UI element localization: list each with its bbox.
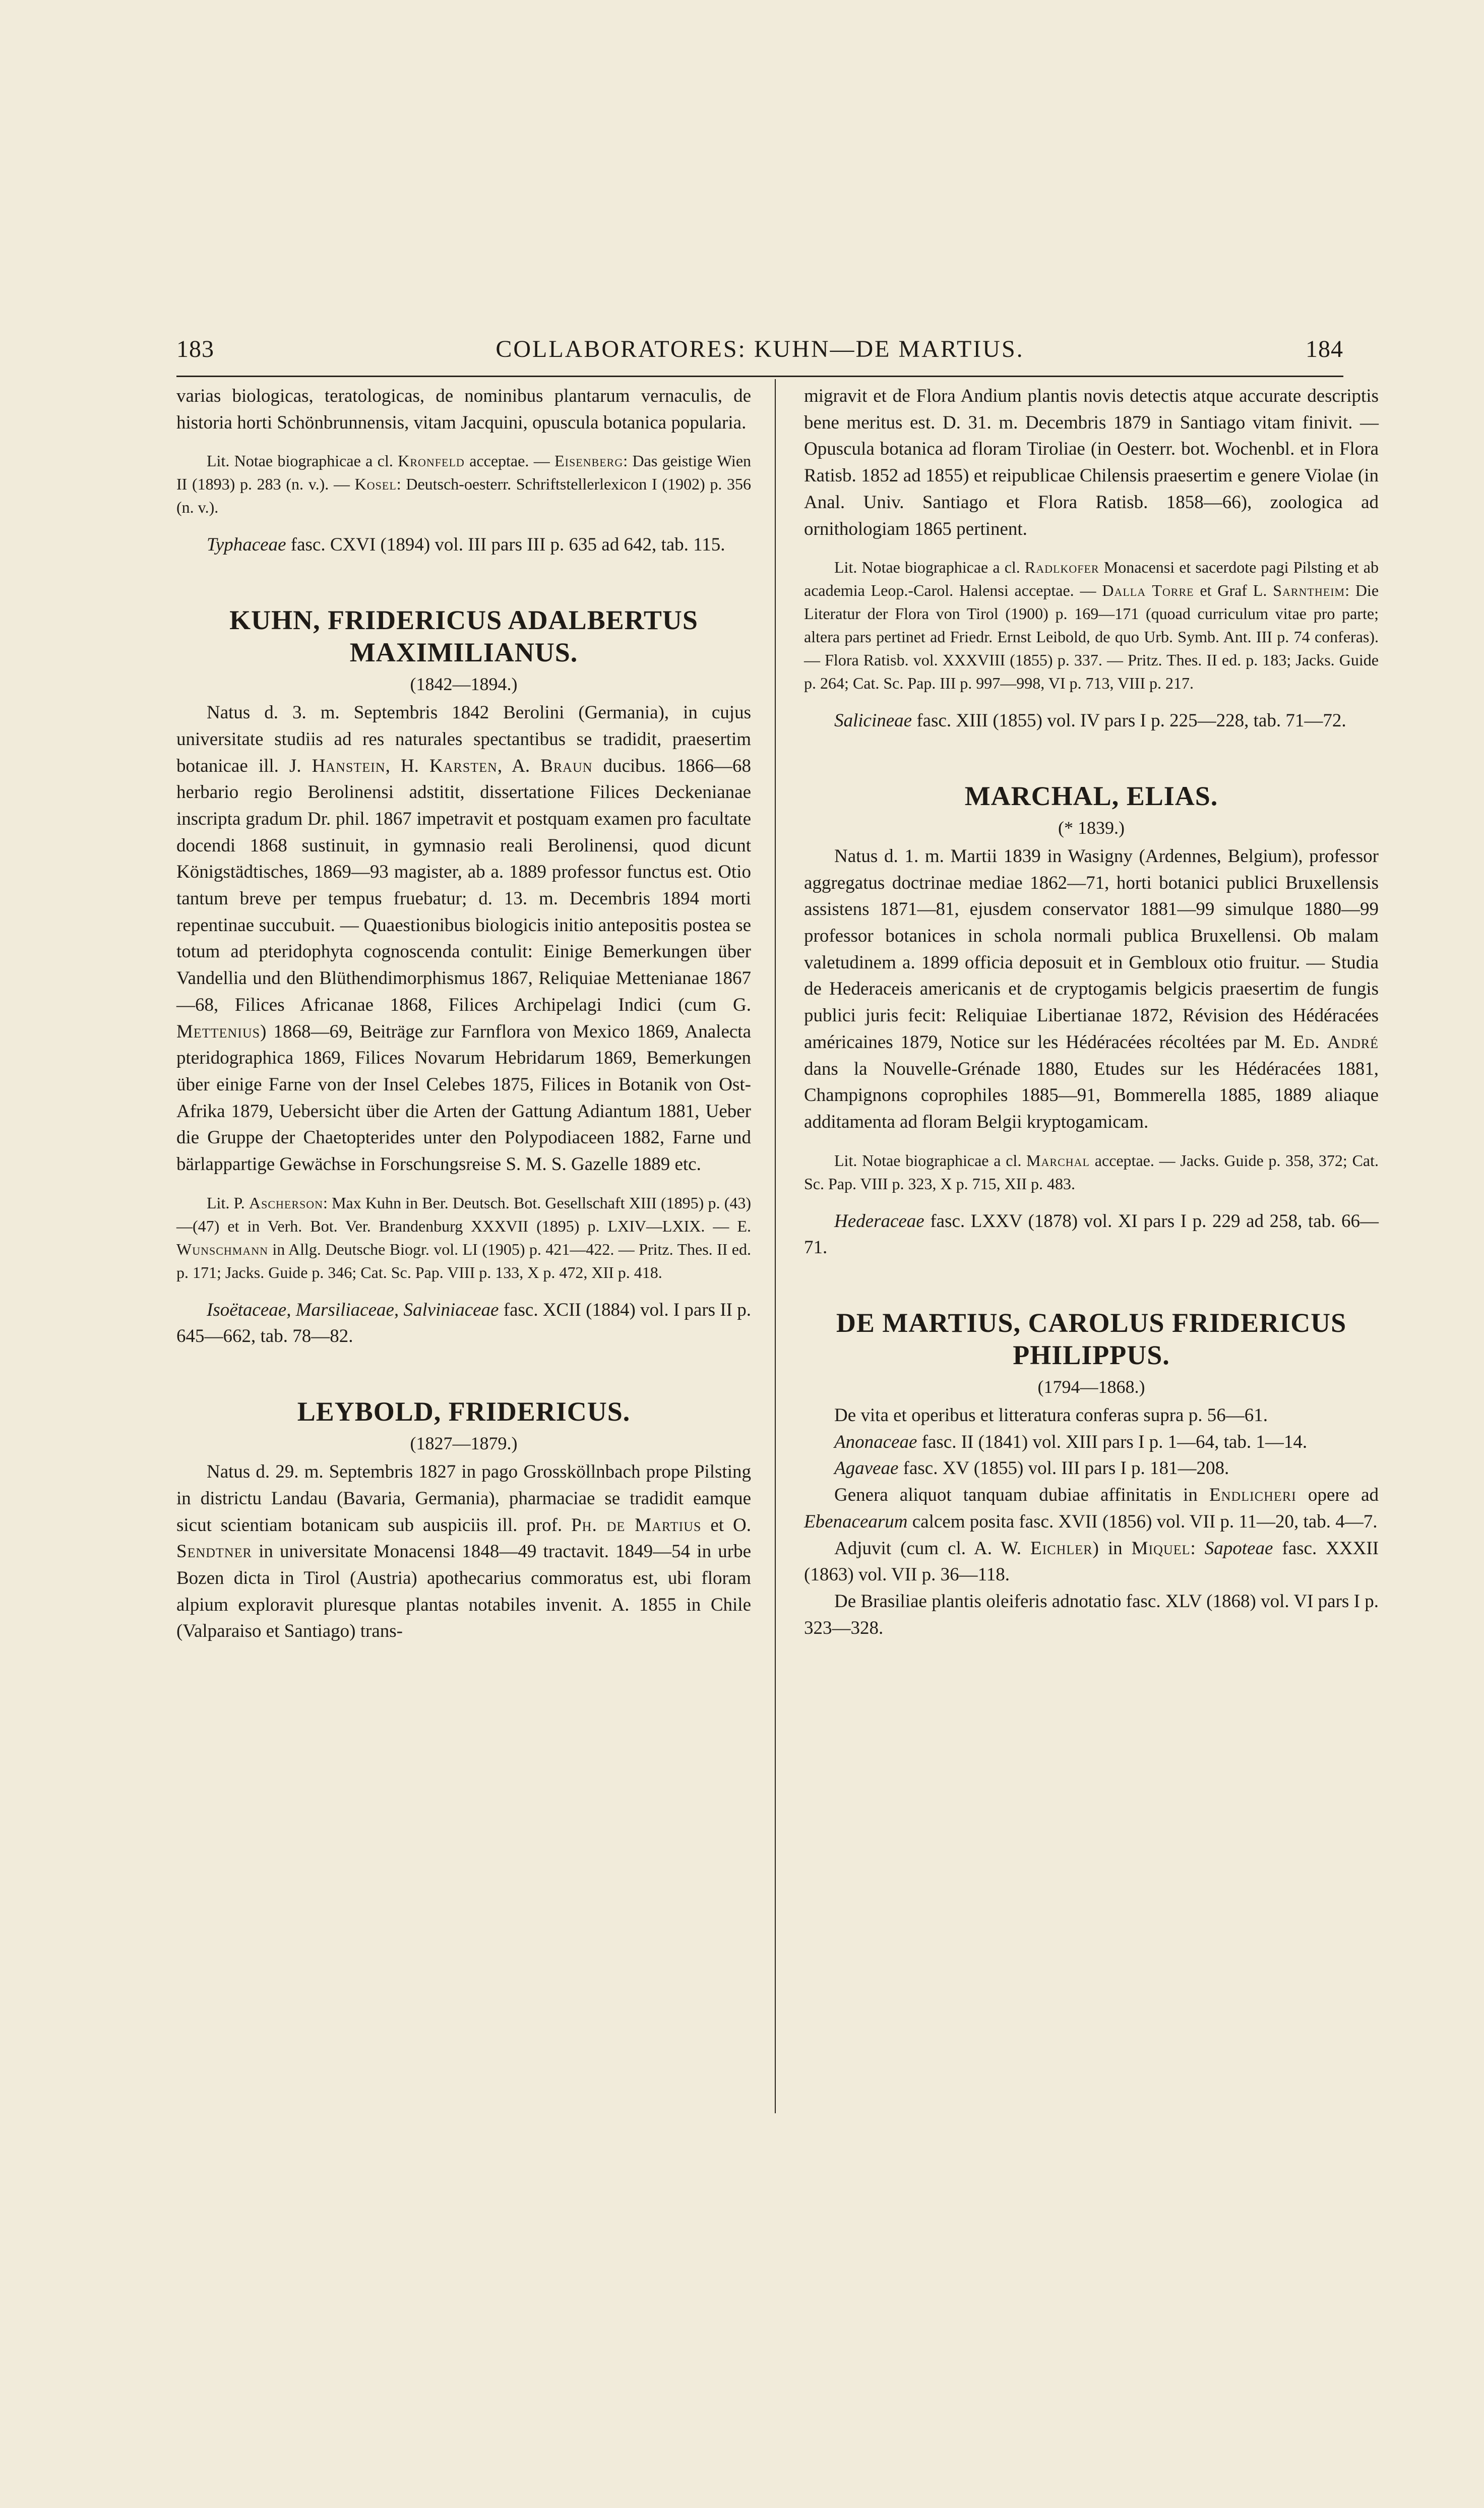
running-title: COLLABORATORES: KUHN—DE MARTIUS. <box>496 336 1024 362</box>
flora-contribution-kuhn: Isoëtaceae, Marsiliaceae, Salviniaceae fasc. XCII (1884) vol. I pars II p. 645—662, tab. 78—82. <box>176 1299 751 1347</box>
entry-de-martius-1: De vita et operibus et litteratura conferas supra p. 56—61. <box>834 1405 1268 1426</box>
right-column <box>804 383 1379 1641</box>
dates-kuhn: (1842—1894.) <box>410 674 518 695</box>
header-rule <box>176 376 1343 377</box>
heading-de-martius: DE MARTIUS, CAROLUS FRIDERICUS PHILIPPUS. <box>836 1308 1347 1371</box>
flora-contribution: Typhaceae fasc. CXVI (1894) vol. III pars III p. 635 ad 642, tab. 115. <box>207 534 725 556</box>
dates-marchal: (* 1839.) <box>1058 817 1125 838</box>
literature-marchal: Lit. Notae biographicae a cl. Marchal acceptae. — Jacks. Guide p. 358, 372; Cat. Sc. Pap. VIII p. 323, X p. 715, XII p. 483. <box>804 1151 1379 1193</box>
entry-de-martius-6: De Brasiliae plantis oleiferis adnotatio fasc. XLV (1868) vol. VI pars I p. 323—328. <box>804 1591 1379 1638</box>
page-number-right: 184 <box>1306 336 1343 362</box>
page-number-left: 183 <box>176 336 214 362</box>
running-header <box>176 335 1343 381</box>
bio-kuhn: Natus d. 3. m. Septembris 1842 Berolini (Germania), in cujus universitate studiis ad res naturales spectantibus se tradidit, praesertim botanicae ill. J. Hanstein, H. Karsten, A. Braun ducibus. 1866—68 herbario regio Berolinensi adstitit, dissertatione Filices Deckenianae inscripta gradum Dr. phil. 1867 impetravit et postquam examen pro facultate docendi 1868 sustinuit, in gymnasio reali Berolinensi, quod dicunt Königstädtisches, 1869—93 magister, ab a. 1889 professor functus est. Otio tantum breve per tempus fruebatur; d. 13. m. Decembris 1894 morti repentinae succubuit. — Quaestionibus biologicis initio antepositis postea se totum ad pteridophyta cognoscenda contulit: Einige Bemerkungen über Vandellia und den Blüthendimorphismus 1867, Reliquiae Mettenianae 1867—68, Filices Africanae 1868, Filices Archipelagi Indici (cum G. Mettenius) 1868—69, Beiträge zur Farnflora von Mexico 1869, Analecta pteridographica 1869, Filices Novarum Hebridarum 1869, Bemerkungen über einige Farne von der Insel Celebes 1875, Filices in Botanik von Ost-Afrika 1879, Uebersicht über die Arten der Gattung Adiantum 1881, Ueber die Gruppe der Chaetopterides unter den Polypodiaceen 1882, Farne und bärlappartige Gewächse in Forschungsreise S. M. S. Gazelle 1889 etc. <box>176 702 751 1175</box>
entry-de-martius-5: Adjuvit (cum cl. A. W. Eichler) in Miquel: Sapoteae fasc. XXXII (1863) vol. VII p. 36—118. <box>804 1538 1379 1585</box>
heading-kuhn: KUHN, FRIDERICUS ADALBERTUS MAXIMILIANUS. <box>229 605 698 668</box>
literature-kuhn: Lit. P. Ascherson: Max Kuhn in Ber. Deutsch. Bot. Gesellschaft XIII (1895) p. (43)—(47) et in Verh. Bot. Ver. Brandenburg XXXVII (1895) p. LXIV—LXIX. — E. Wunschmann in Allg. Deutsche Biogr. vol. LI (1905) p. 421—422. — Pritz. Thes. II ed. p. 171; Jacks. Guide p. 346; Cat. Sc. Pap. VIII p. 133, X p. 472, XII p. 418. <box>176 1193 752 1281</box>
heading-marchal: MARCHAL, ELIAS. <box>964 780 1218 811</box>
literature-leybold: Lit. Notae biographicae a cl. Radlkofer Monacensi et sacerdote pagi Pilsting et ab academia Leop.-Carol. Halensi acceptae. — Dalla Torre et Graf L. Sarntheim: Die Literatur der Flora von Tirol (1900) p. 169—171 (quoad curriculum vitae pro parte; altera pars pertinet ad Friedr. Ernst Leibold, de quo Urb. Symb. Ant. III p. 74 conferas). — Flora Ratisb. vol. XXXVIII (1855) p. 337. — Pritz. Thes. II ed. p. 183; Jacks. Guide p. 264; Cat. Sc. Pap. III p. 997—998, VI p. 713, VIII p. 217. <box>804 558 1379 693</box>
flora-contribution-marchal: Hederaceae fasc. LXXV (1878) vol. XI pars I p. 229 ad 258, tab. 66—71. <box>804 1210 1379 1258</box>
continuation-text: varias biologicas, teratologicas, de nominibus plantarum vernaculis, de historia horti Schönbrunnensis, vitam Jacquini, opuscula botanica popularia. <box>176 386 751 433</box>
continuation-leybold: migravit et de Flora Andium plantis novis detectis atque accurate descriptis bene meritus est. D. 31. m. Decembris 1879 in Santiago vitam finivit. — Opuscula botanica ad floram Tiroliae (in Oesterr. bot. Wochenbl. et in Flora Ratisb. 1852 ad 1855) et reipublicae Chilensis praesertim e genere Violae (in Anal. Univ. Santiago et Flora Ratisb. 1858—66), zoologica ad ornithologiam 1865 pertinent. <box>804 386 1379 539</box>
heading-leybold: LEYBOLD, FRIDERICUS. <box>297 1396 631 1427</box>
entry-de-martius-4: Genera aliquot tanquam dubiae affinitatis in Endlicheri opere ad Ebenacearum calcem posita fasc. XVII (1856) vol. VII p. 11—20, tab. 4—7. <box>804 1485 1379 1532</box>
dates-de-martius: (1794—1868.) <box>1037 1377 1145 1397</box>
entry-de-martius-2: Anonaceae fasc. II (1841) vol. XIII pars I p. 1—64, tab. 1—14. <box>834 1431 1308 1452</box>
bio-leybold: Natus d. 29. m. Septembris 1827 in pago Grossköllnbach prope Pilsting in districtu Landau (Bavaria, Germania), pharmaciae se tradidit eamque sicut scientiam botanicam sub auspiciis ill. prof. Ph. de Martius et O. Sendtner in universitate Monacensi 1848—49 tractavit. 1849—54 in urbe Bozen dicta in Tirol (Austria) apothecarius commoratus est, ubi floram alpium exploravit pluresque plantas notabiles invenit. A. 1855 in Chile (Valparaiso et Santiago) trans- <box>176 1461 751 1642</box>
bio-marchal: Natus d. 1. m. Martii 1839 in Wasigny (Ardennes, Belgium), professor aggregatus doctrinae mediae 1862—71, horti botanici publici Bruxellensis assistens 1871—81, ejusdem conservator 1881—99 simulque 1880—99 professor botanices in schola normali publica Bruxellensi. Ob malam valetudinem a. 1899 officia deposuit et in Gembloux otio fruitur. — Studia de Hederaceis americanis et de cryptogamis belgicis praesertim de fungis publici juris fecit: Reliquiae Libertianae 1872, Révision des Hédéracées américaines 1879, Notice sur les Hédéracées récoltées par M. Ed. André dans la Nouvelle-Grénade 1880, Etudes sur les Hédéracées 1881, Champignons coprophiles 1885—91, Bommerella 1885, 1889 aliaque additamenta ad floram Belgii kryptogamicam. <box>804 845 1379 1132</box>
literature-note: Lit. Notae biographicae a cl. Kronfeld acceptae. — Eisenberg: Das geistige Wien II (1893) p. 283 (n. v.). — Kosel: Deutsch-oesterr. Schriftstellerlexicon I (1902) p. 356 (n. v.). <box>176 452 752 517</box>
flora-contribution-leybold: Salicineae fasc. XIII (1855) vol. IV pars I p. 225—228, tab. 71—72. <box>834 710 1346 731</box>
left-column <box>176 383 751 1645</box>
dates-leybold: (1827—1879.) <box>410 1433 518 1454</box>
column-rule <box>775 379 776 2113</box>
entry-de-martius-3: Agaveae fasc. XV (1855) vol. III pars I p. 181—208. <box>834 1458 1229 1479</box>
